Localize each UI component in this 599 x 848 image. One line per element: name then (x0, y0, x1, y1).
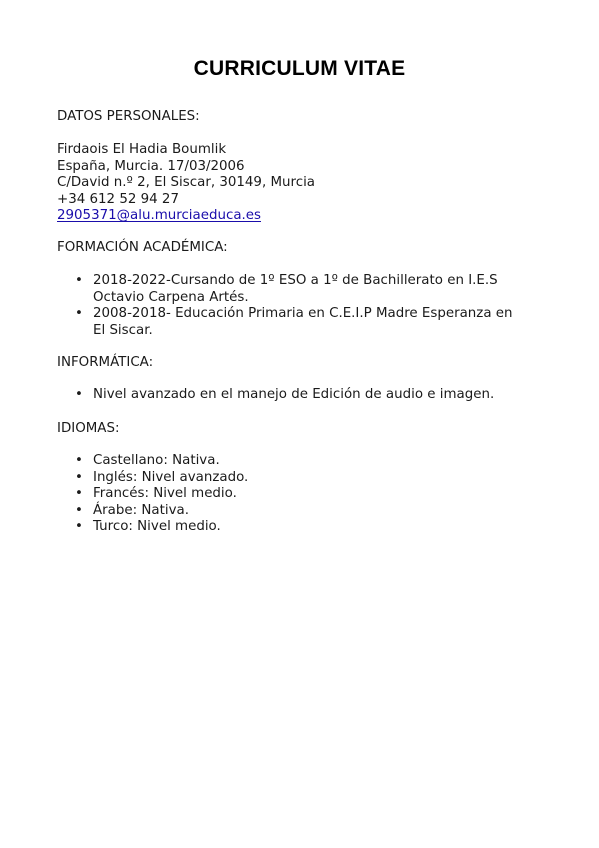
languages-section (57, 421, 119, 438)
bullet-icon: • (75, 387, 83, 402)
list-item: • 2008-2018- Educación Primaria en C.E.I.P Madre Esperanza en El Siscar. (75, 306, 513, 338)
personal-heading: DATOS PERSONALES: (57, 109, 200, 124)
personal-section (57, 109, 200, 126)
page-title: CURRICULUM VITAE (193, 57, 406, 80)
list-item: • Francés: Nivel medio. (75, 486, 237, 501)
phone-number: +34 612 52 94 27 (57, 191, 179, 207)
computing-heading: INFORMÁTICA: (57, 355, 154, 370)
bullet-icon: • (75, 306, 83, 321)
computing-list (57, 387, 547, 404)
education-section (57, 240, 228, 257)
list-item: • 2018-2022-Cursando de 1º ESO a 1º de Bachillerato en I.E.S Octavio Carpena Artés. (75, 273, 498, 305)
address: C/David n.º 2, El Siscar, 30149, Murcia (57, 175, 315, 190)
list-item: • Castellano: Nativa. (75, 453, 220, 468)
list-item: • Turco: Nivel medio. (75, 519, 221, 534)
languages-heading: IDIOMAS: (57, 421, 120, 436)
birth-info: España, Murcia. 17/03/2006 (57, 158, 245, 174)
bullet-icon: • (75, 453, 83, 468)
languages-list (57, 453, 547, 536)
bullet-icon: • (75, 273, 83, 288)
list-item: • Árabe: Nativa. (75, 502, 189, 518)
list-item: • Nivel avanzado en el manejo de Edición de audio e imagen. (75, 387, 495, 402)
bullet-icon: • (75, 519, 83, 534)
education-heading: FORMACIÓN ACADÉMICA: (57, 240, 228, 255)
bullet-icon: • (75, 486, 83, 501)
computing-section (57, 355, 153, 372)
education-list (57, 273, 547, 339)
list-item: • Inglés: Nivel avanzado. (75, 469, 249, 485)
personal-details (57, 142, 315, 225)
person-name: Firdaois El Hadia Boumlik (57, 142, 227, 157)
bullet-icon: • (75, 469, 83, 485)
email-link[interactable]: 2905371@alu.murciaeduca.es (57, 208, 261, 223)
bullet-icon: • (75, 502, 83, 518)
